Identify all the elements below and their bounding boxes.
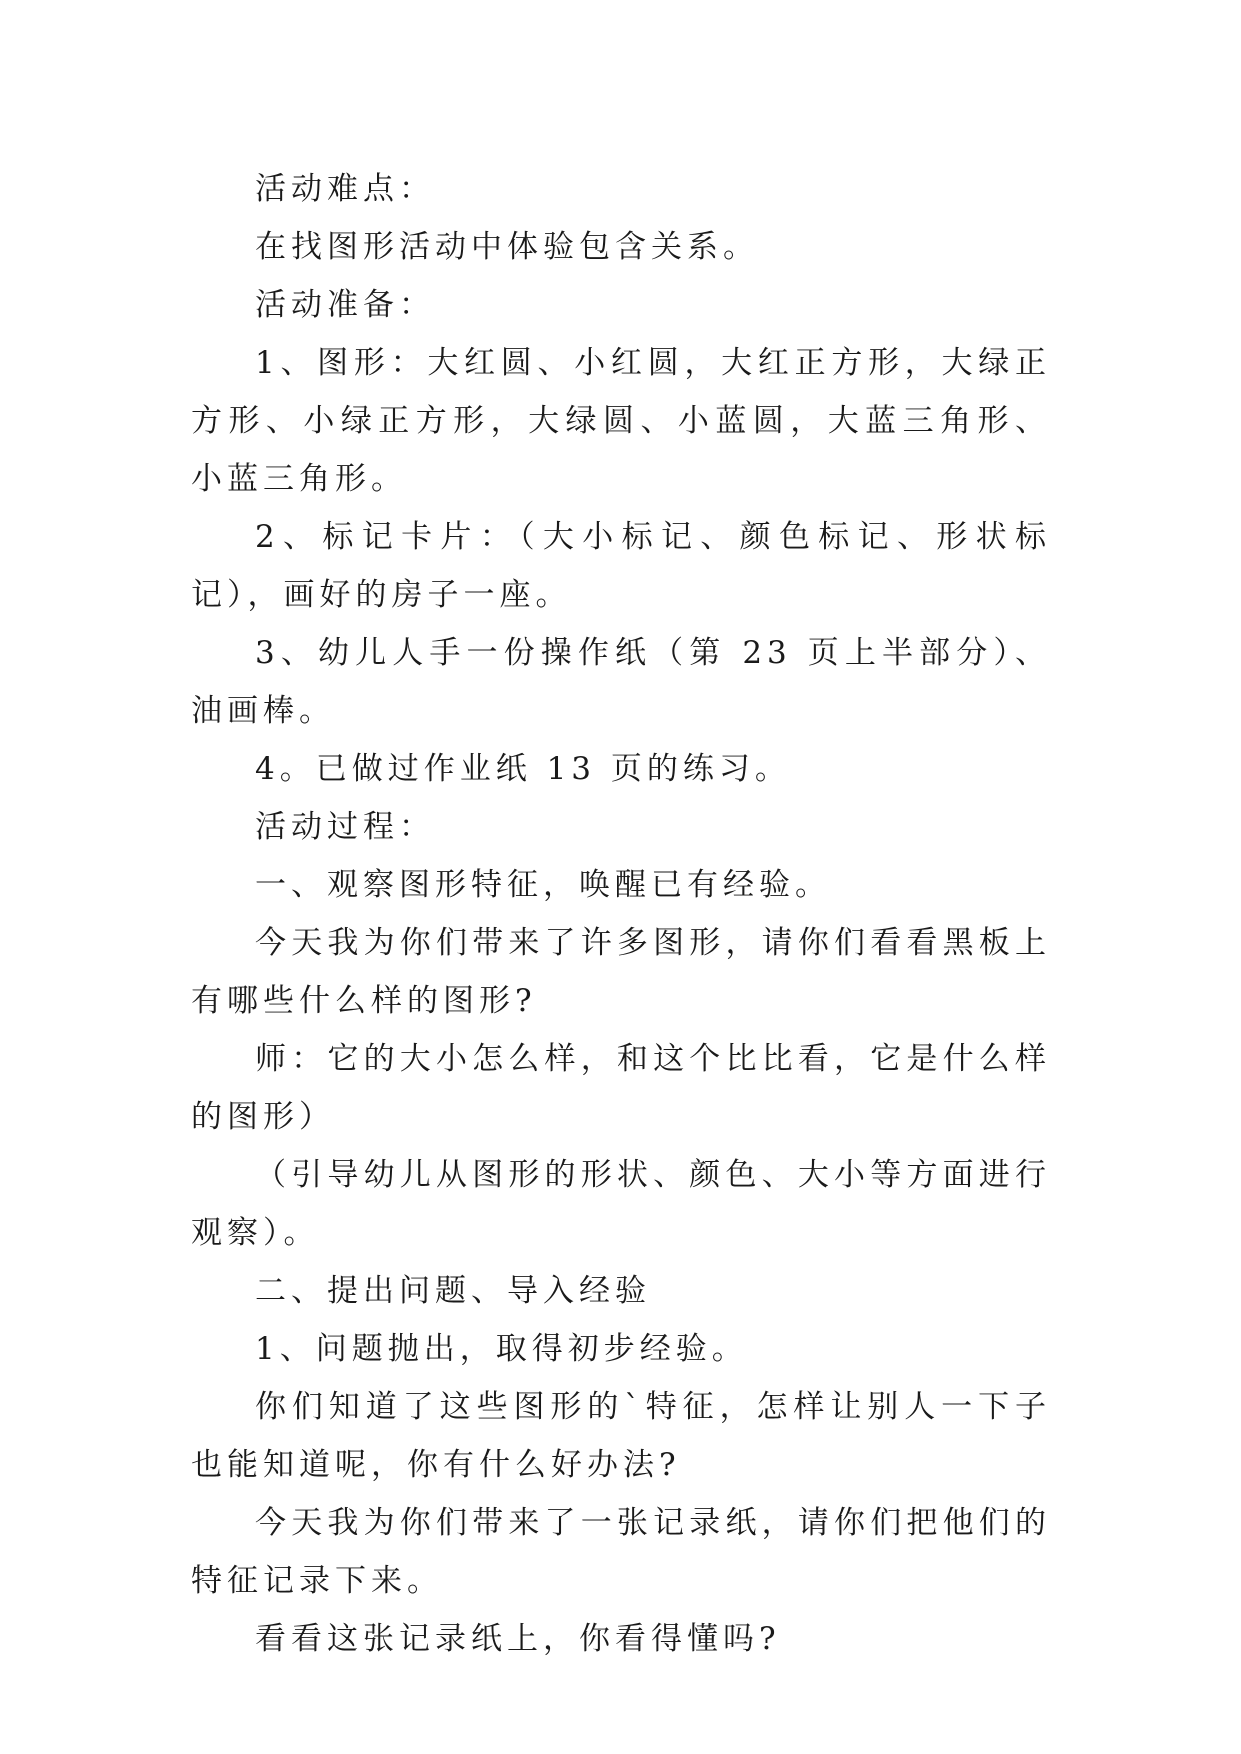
paragraph-prep-item-1: 1、图形：大红圆、小红圆，大红正方形，大绿正方形、小绿正方形，大绿圆、小蓝圆，大蓝三角形、小蓝三角形。 bbox=[191, 345, 1051, 497]
document-body bbox=[191, 160, 1051, 1668]
paragraph-prep-item-2: 2、标记卡片：（大小标记、颜色标记、形状标记），画好的房子一座。 bbox=[191, 519, 1051, 613]
paragraph-step-two-item-1: 1、问题抛出，取得初步经验。 bbox=[255, 1331, 748, 1367]
heading-activity-difficulty: 活动难点： bbox=[255, 171, 435, 207]
heading-step-two: 二、提出问题、导入经验 bbox=[255, 1273, 651, 1309]
paragraph-record-question: 看看这张记录纸上，你看得懂吗? bbox=[255, 1621, 781, 1657]
heading-activity-preparation: 活动准备： bbox=[255, 287, 435, 323]
paragraph-step-one-intro: 今天我为你们带来了许多图形，请你们看看黑板上有哪些什么样的图形? bbox=[191, 925, 1051, 1019]
paragraph-prep-item-4: 4。已做过作业纸 13 页的练习。 bbox=[255, 751, 791, 787]
paragraph-feature-question: 你们知道了这些图形的`特征，怎样让别人一下子也能知道呢，你有什么好办法? bbox=[191, 1389, 1051, 1483]
paragraph-guidance-note: （引导幼儿从图形的形状、颜色、大小等方面进行观察）。 bbox=[191, 1157, 1051, 1251]
paragraph-record-paper: 今天我为你们带来了一张记录纸，请你们把他们的特征记录下来。 bbox=[191, 1505, 1051, 1599]
paragraph-prep-item-3: 3、幼儿人手一份操作纸（第 23 页上半部分）、油画棒。 bbox=[191, 635, 1051, 729]
heading-activity-process: 活动过程： bbox=[255, 809, 435, 845]
heading-step-one: 一、观察图形特征，唤醒已有经验。 bbox=[255, 867, 831, 903]
paragraph-teacher-question: 师：它的大小怎么样，和这个比比看，它是什么样的图形） bbox=[191, 1041, 1051, 1135]
paragraph-difficulty-text: 在找图形活动中体验包含关系。 bbox=[255, 229, 759, 265]
